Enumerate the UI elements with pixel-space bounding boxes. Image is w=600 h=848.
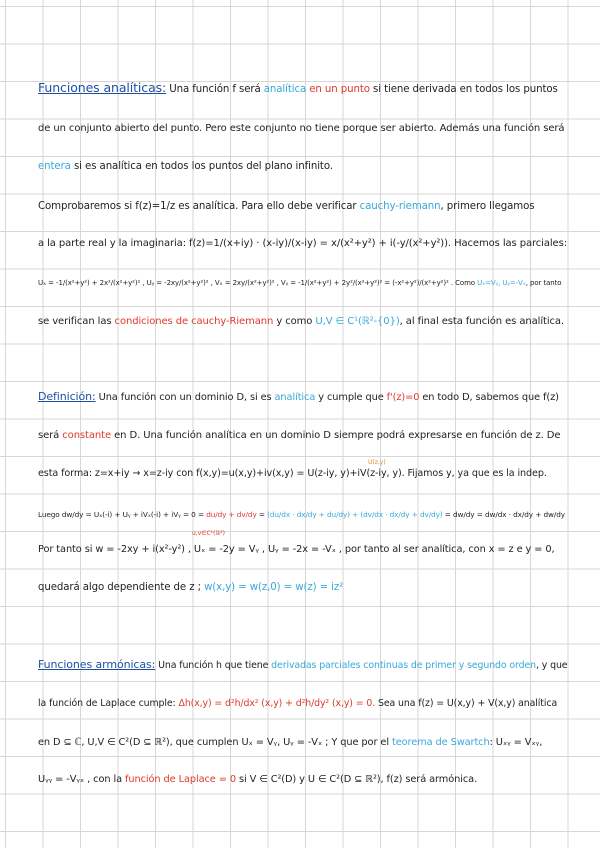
definition-note-uzy: U(z,y) — [368, 459, 386, 466]
harmonic-line-1: Funciones armónicas: Una función h que tiene derivadas parciales continuas de primer y segundo orden, y que — [38, 658, 568, 671]
analytic-line-1: Funciones analíticas: Una función f será analítica en un punto si tiene derivada en todos los puntos — [38, 80, 558, 95]
definition-line-3: esta forma: z=x+iy → x=z-iy con f(x,y)=u(x,y)+iv(x,y) = U(z-iy, y)+iV(z-iy, y). Fijamos y, ya que es la indep. — [38, 468, 547, 479]
analytic-line-5: a la parte real y la imaginaria: f(z)=1/(x+iy) · (x-iy)/(x-iy) = x/(x²+y²) + i(-y/(x²+y²)). Hacemos las parciales: — [38, 238, 567, 249]
analytic-line-2: de un conjunto abierto del punto. Pero este conjunto no tiene porque ser abierto. Además una función será — [38, 123, 565, 134]
harmonic-line-3: en D ⊆ ℂ, U,V ∈ C²(D ⊆ ℝ²), que cumplen Uₓ = Vᵧ, Uᵧ = -Vₓ ; Y que por el teorema de Swartch: Uₓᵧ = Vₓᵧ, — [38, 737, 543, 748]
definition-note-c1: u,v∈C¹(ℝ²) — [192, 530, 225, 537]
analytic-line-3: entera si es analítica en todos los puntos del plano infinito. — [38, 161, 333, 172]
definition-line-4: Luego dw/dy = Uₓ(-i) + Uᵧ + iVₓ(-i) + iVᵧ = 0 = du/dy + dv/dy = (du/dx · dx/dy + du/dy) + (dv/dx · dx/dy + dv/dy) = dw/dy = dw/dx · dx/dy + dw/dy — [38, 510, 565, 519]
analytic-heading: Funciones analíticas: — [38, 80, 167, 95]
definition-line-1: Definición: Una función con un dominio D, si es analítica y cumple que f'(z)=0 en todo D, sabemos que f(z) — [38, 390, 559, 403]
harmonic-line-2: la función de Laplace cumple: Δh(x,y) = d²h/dx² (x,y) + d²h/dy² (x,y) = 0. Sea una f(z) = U(x,y) + V(x,y) analítica — [38, 698, 558, 709]
analytic-line-7: se verifican las condiciones de cauchy-Riemann y como U,V ∈ C¹(ℝ²-{0}), al final esta función es analítica. — [38, 316, 564, 327]
analytic-line-6: Uₓ = -1/(x²+y²) + 2x²/(x²+y²)² , Uᵧ = -2xy/(x²+y²)² , Vₓ = 2xy/(x²+y²)² , Vᵧ = -1/(x²+y²) + 2y²/(x²+y²)² = (-x²+y²)/(x²+y²)² . Como Uₓ=Vᵧ, Uᵧ=-Vₓ, por tanto — [38, 279, 562, 287]
harmonic-line-4: Uᵧᵧ = -Vᵧₓ , con la función de Laplace = 0 si V ∈ C²(D) y U ∈ C²(D ⊆ ℝ²), f(z) será armónica. — [38, 774, 478, 785]
analytic-line-4: Comprobaremos si f(z)=1/z es analítica. Para ello debe verificar cauchy-riemann, primero llegamos — [38, 201, 535, 212]
harmonic-heading: Funciones armónicas: — [38, 658, 156, 671]
definition-heading: Definición: — [38, 390, 96, 403]
definition-line-5: Por tanto si w = -2xy + i(x²-y²) , Uₓ = -2y = Vᵧ , Uᵧ = -2x = -Vₓ , por tanto al ser analítica, con x = z e y = 0, — [38, 544, 555, 555]
definition-line-6: quedará algo dependiente de z ; w(x,y) = w(z,0) = w(z) = iz² — [38, 582, 344, 593]
definition-line-2: será constante en D. Una función analítica en un dominio D siempre podrá expresarse en función de z. De — [38, 430, 561, 441]
